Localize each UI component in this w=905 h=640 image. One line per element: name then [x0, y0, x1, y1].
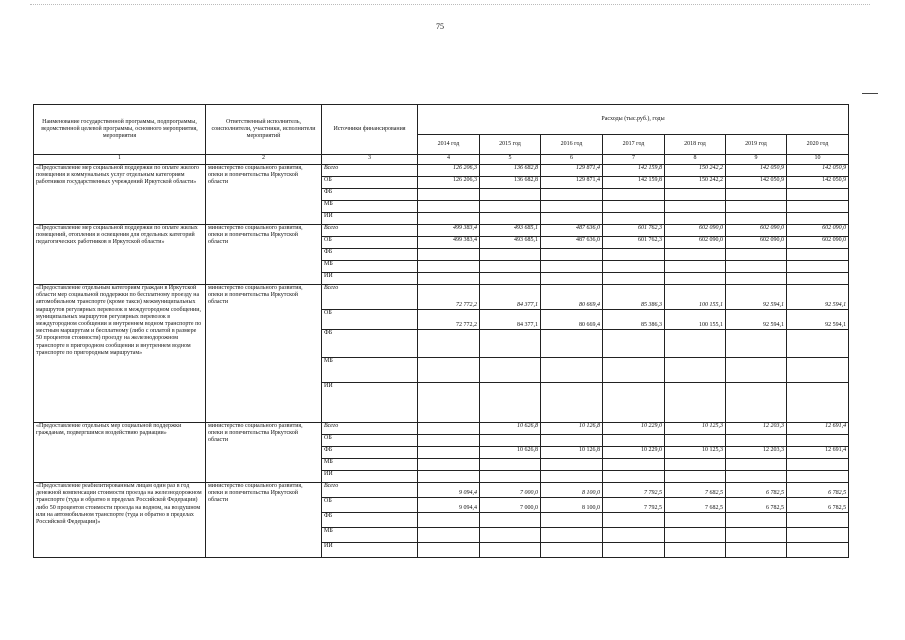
amount-cell [418, 459, 480, 471]
funding-source: ФБ [322, 513, 418, 528]
amount-cell: 129 871,4 [541, 165, 603, 177]
header-expenses: Расходы (тыс.руб.), годы [418, 105, 849, 135]
amount-cell: 12 691,4 [787, 447, 849, 459]
amount-cell [541, 201, 603, 213]
amount-cell: 6 782,5 [787, 498, 849, 513]
measure-name: «Предоставление реабилитированным лицам один раз в год денежной компенсации стоимости проезда на железнодорожном транспорте (туда и обратно в пределах Российской Федерации) либо 50 процентов стоимости проезда на водном, на воздушном или на автомобильном транспорте (туда и обратно в пределах Российской Федерации)» [34, 483, 206, 558]
column-number: 10 [787, 155, 849, 165]
amount-cell [665, 383, 726, 423]
amount-cell: 601 762,3 [603, 237, 665, 249]
amount-cell [480, 261, 541, 273]
amount-cell: 9 094,4 [418, 483, 480, 498]
amount-cell [480, 471, 541, 483]
amount-cell [541, 213, 603, 225]
amount-cell [726, 528, 787, 543]
amount-cell [541, 261, 603, 273]
amount-cell [726, 201, 787, 213]
amount-cell: 85 386,3 [603, 310, 665, 330]
amount-cell [418, 513, 480, 528]
amount-cell: 10 626,8 [480, 447, 541, 459]
amount-cell [541, 358, 603, 383]
amount-cell [726, 435, 787, 447]
amount-cell [418, 423, 480, 435]
scan-edge [30, 0, 870, 5]
amount-cell [603, 189, 665, 201]
amount-cell: 7 682,5 [665, 483, 726, 498]
amount-cell [665, 513, 726, 528]
amount-cell: 10 125,3 [665, 447, 726, 459]
amount-cell [480, 358, 541, 383]
amount-cell [603, 249, 665, 261]
amount-cell [665, 435, 726, 447]
amount-cell [418, 471, 480, 483]
amount-cell: 7 000,0 [480, 483, 541, 498]
amount-cell: 92 594,1 [787, 310, 849, 330]
table-row [34, 165, 849, 177]
amount-cell [665, 249, 726, 261]
amount-cell: 8 100,0 [541, 498, 603, 513]
measure-name: «Предоставление мер социальной поддержки по оплате жилых помещений, отопления и освещения для отдельных категорий педагогических работников в Иркутской области» [34, 225, 206, 285]
amount-cell: 7 682,5 [665, 498, 726, 513]
amount-cell: 493 685,1 [480, 237, 541, 249]
table-row [34, 285, 849, 310]
funding-source: МБ [322, 358, 418, 383]
header-executor: Ответственный исполнитель, соисполнители, участники, исполнители мероприятий [206, 105, 322, 155]
amount-cell: 142 050,9 [726, 165, 787, 177]
funding-source: ОБ [322, 237, 418, 249]
amount-cell: 80 669,4 [541, 310, 603, 330]
executor: министерство социального развития, опеки и попечительства Иркутской области [206, 285, 322, 423]
amount-cell: 602 090,0 [726, 237, 787, 249]
amount-cell [418, 543, 480, 558]
amount-cell [665, 543, 726, 558]
amount-cell [480, 543, 541, 558]
amount-cell [726, 261, 787, 273]
amount-cell [665, 261, 726, 273]
amount-cell [603, 213, 665, 225]
amount-cell [541, 383, 603, 423]
amount-cell: 150 242,2 [665, 165, 726, 177]
amount-cell: 8 100,0 [541, 483, 603, 498]
amount-cell: 10 125,3 [665, 423, 726, 435]
amount-cell: 142 159,8 [603, 177, 665, 189]
amount-cell: 136 682,8 [480, 165, 541, 177]
amount-cell [480, 383, 541, 423]
executor: министерство социального развития, опеки и попечительства Иркутской области [206, 483, 322, 558]
column-number: 9 [726, 155, 787, 165]
measure-name: «Предоставление отдельных мер социальной поддержки гражданам, подвергшимся воздействию радиации» [34, 423, 206, 483]
amount-cell: 12 691,4 [787, 423, 849, 435]
funding-source: Всего [322, 225, 418, 237]
amount-cell [418, 528, 480, 543]
funding-source: ФБ [322, 447, 418, 459]
column-number: 6 [541, 155, 603, 165]
amount-cell [480, 249, 541, 261]
amount-cell: 7 792,5 [603, 483, 665, 498]
amount-cell [418, 249, 480, 261]
header-year: 2017 год [603, 135, 665, 155]
amount-cell: 10 229,0 [603, 447, 665, 459]
amount-cell: 142 050,9 [726, 177, 787, 189]
amount-cell [726, 249, 787, 261]
amount-cell: 602 090,0 [787, 225, 849, 237]
amount-cell [418, 330, 480, 358]
amount-cell [418, 261, 480, 273]
amount-cell: 136 682,8 [480, 177, 541, 189]
amount-cell [603, 358, 665, 383]
amount-cell: 493 685,1 [480, 225, 541, 237]
amount-cell [726, 459, 787, 471]
funding-source: ИИ [322, 213, 418, 225]
amount-cell [726, 273, 787, 285]
amount-cell [603, 201, 665, 213]
table-row [34, 225, 849, 237]
amount-cell: 142 050,9 [787, 177, 849, 189]
amount-cell [603, 330, 665, 358]
amount-cell [603, 513, 665, 528]
funding-source: МБ [322, 201, 418, 213]
amount-cell [480, 201, 541, 213]
amount-cell: 10 626,8 [480, 423, 541, 435]
header-year: 2014 год [418, 135, 480, 155]
amount-cell [665, 330, 726, 358]
amount-cell [665, 213, 726, 225]
amount-cell [541, 435, 603, 447]
funding-source: ИИ [322, 383, 418, 423]
funding-source: Всего [322, 165, 418, 177]
amount-cell [418, 273, 480, 285]
amount-cell [480, 330, 541, 358]
header-year: 2018 год [665, 135, 726, 155]
amount-cell [603, 383, 665, 423]
measure-name: «Предоставление мер социальной поддержки по оплате жилого помещения и коммунальных услуг отдельным категориям работников государственных учреждений Иркутской области» [34, 165, 206, 225]
amount-cell [541, 330, 603, 358]
amount-cell: 85 386,3 [603, 285, 665, 310]
amount-cell: 7 000,0 [480, 498, 541, 513]
amount-cell: 142 159,8 [603, 165, 665, 177]
amount-cell [787, 261, 849, 273]
executor: министерство социального развития, опеки и попечительства Иркутской области [206, 423, 322, 483]
amount-cell [787, 358, 849, 383]
amount-cell [480, 513, 541, 528]
amount-cell [726, 513, 787, 528]
column-number: 7 [603, 155, 665, 165]
page-number: 75 [436, 22, 444, 31]
header-year: 2020 год [787, 135, 849, 155]
amount-cell [787, 330, 849, 358]
amount-cell [541, 273, 603, 285]
column-number: 4 [418, 155, 480, 165]
amount-cell [726, 358, 787, 383]
table-row [34, 423, 849, 435]
amount-cell: 100 155,1 [665, 310, 726, 330]
amount-cell [603, 528, 665, 543]
amount-cell [726, 213, 787, 225]
funding-source: ИИ [322, 273, 418, 285]
funding-source: Всего [322, 285, 418, 310]
amount-cell [787, 273, 849, 285]
amount-cell [603, 459, 665, 471]
amount-cell: 602 090,0 [665, 237, 726, 249]
amount-cell [726, 189, 787, 201]
amount-cell [665, 189, 726, 201]
amount-cell [541, 513, 603, 528]
amount-cell: 10 126,8 [541, 447, 603, 459]
funding-source: ФБ [322, 189, 418, 201]
amount-cell [726, 543, 787, 558]
amount-cell: 602 090,0 [726, 225, 787, 237]
amount-cell [665, 358, 726, 383]
funding-source: ОБ [322, 177, 418, 189]
amount-cell: 142 050,9 [787, 165, 849, 177]
funding-source: ИИ [322, 471, 418, 483]
funding-source: ОБ [322, 435, 418, 447]
amount-cell [541, 543, 603, 558]
funding-source: ФБ [322, 249, 418, 261]
amount-cell [603, 261, 665, 273]
funding-source: Всего [322, 423, 418, 435]
amount-cell: 100 155,1 [665, 285, 726, 310]
amount-cell: 6 782,5 [787, 483, 849, 498]
amount-cell [726, 383, 787, 423]
amount-cell [418, 383, 480, 423]
amount-cell: 10 126,8 [541, 423, 603, 435]
column-number: 5 [480, 155, 541, 165]
amount-cell [665, 459, 726, 471]
amount-cell [418, 447, 480, 459]
amount-cell: 10 229,0 [603, 423, 665, 435]
amount-cell: 92 594,1 [787, 285, 849, 310]
amount-cell [603, 273, 665, 285]
amount-cell [787, 471, 849, 483]
amount-cell [787, 528, 849, 543]
amount-cell: 126 206,3 [418, 177, 480, 189]
funding-source: Всего [322, 483, 418, 498]
column-number: 1 [34, 155, 206, 165]
amount-cell [541, 459, 603, 471]
amount-cell [787, 543, 849, 558]
amount-cell: 80 669,4 [541, 285, 603, 310]
amount-cell [665, 273, 726, 285]
amount-cell [418, 213, 480, 225]
amount-cell [480, 273, 541, 285]
column-number: 2 [206, 155, 322, 165]
amount-cell: 602 090,0 [787, 237, 849, 249]
amount-cell: 150 242,2 [665, 177, 726, 189]
amount-cell: 126 206,3 [418, 165, 480, 177]
amount-cell [541, 249, 603, 261]
column-number: 8 [665, 155, 726, 165]
table-row [34, 483, 849, 498]
amount-cell: 72 772,2 [418, 285, 480, 310]
amount-cell [726, 330, 787, 358]
amount-cell [787, 201, 849, 213]
amount-cell: 7 792,5 [603, 498, 665, 513]
amount-cell [541, 189, 603, 201]
amount-cell [603, 543, 665, 558]
amount-cell [787, 213, 849, 225]
header-year: 2019 год [726, 135, 787, 155]
amount-cell [480, 213, 541, 225]
amount-cell [603, 471, 665, 483]
amount-cell [787, 189, 849, 201]
amount-cell [726, 471, 787, 483]
amount-cell [787, 513, 849, 528]
measure-name: «Предоставление отдельным категориям граждан в Иркутской области мер социальной поддержки по бесплатному проезду на автомобильном транспорте (кроме такси) межмуниципальных маршрутов регулярных перевозок в междугородном сообщении, муниципальных маршрутов регулярных перевозок в междугородном сообщении и внутреннем водном транспорте по местным маршрутам и бесплатному (либо с оплатой в размере 50 процентов стоимости) проезду на железнодорожном транспорте в пригородном сообщении и внутреннем водном транспорте по пригородным маршрутам» [34, 285, 206, 423]
executor: министерство социального развития, опеки и попечительства Иркутской области [206, 225, 322, 285]
expenses-table [33, 104, 849, 558]
header-name: Наименование государственной программы, подпрограммы, ведомственной целевой программы, основного мероприятия, мероприятия [34, 105, 206, 155]
amount-cell [418, 189, 480, 201]
funding-source: МБ [322, 459, 418, 471]
funding-source: МБ [322, 261, 418, 273]
amount-cell [418, 201, 480, 213]
amount-cell: 84 377,1 [480, 285, 541, 310]
amount-cell [480, 189, 541, 201]
amount-cell: 499 383,4 [418, 225, 480, 237]
header-sources: Источники финансирования [322, 105, 418, 155]
amount-cell [480, 459, 541, 471]
amount-cell [480, 435, 541, 447]
amount-cell [541, 471, 603, 483]
funding-source: ОБ [322, 310, 418, 330]
margin-tick [862, 93, 878, 94]
amount-cell: 6 782,5 [726, 483, 787, 498]
amount-cell [787, 459, 849, 471]
amount-cell [418, 358, 480, 383]
amount-cell: 499 383,4 [418, 237, 480, 249]
amount-cell: 601 762,3 [603, 225, 665, 237]
header-year: 2016 год [541, 135, 603, 155]
amount-cell: 129 871,4 [541, 177, 603, 189]
executor: министерство социального развития, опеки и попечительства Иркутской области [206, 165, 322, 225]
amount-cell [787, 383, 849, 423]
amount-cell [665, 471, 726, 483]
amount-cell: 487 636,0 [541, 237, 603, 249]
amount-cell: 84 377,1 [480, 310, 541, 330]
funding-source: МБ [322, 528, 418, 543]
funding-source: ФБ [322, 330, 418, 358]
amount-cell [541, 528, 603, 543]
amount-cell [418, 435, 480, 447]
amount-cell: 12 203,3 [726, 423, 787, 435]
amount-cell: 92 594,1 [726, 310, 787, 330]
header-year: 2015 год [480, 135, 541, 155]
amount-cell: 9 094,4 [418, 498, 480, 513]
amount-cell: 602 090,0 [665, 225, 726, 237]
funding-source: ОБ [322, 498, 418, 513]
funding-source: ИИ [322, 543, 418, 558]
amount-cell: 12 203,3 [726, 447, 787, 459]
column-number: 3 [322, 155, 418, 165]
amount-cell: 92 594,1 [726, 285, 787, 310]
amount-cell: 6 782,5 [726, 498, 787, 513]
amount-cell [480, 528, 541, 543]
amount-cell [665, 201, 726, 213]
amount-cell [665, 528, 726, 543]
amount-cell [787, 435, 849, 447]
amount-cell [787, 249, 849, 261]
amount-cell: 72 772,2 [418, 310, 480, 330]
amount-cell [603, 435, 665, 447]
amount-cell: 487 636,0 [541, 225, 603, 237]
